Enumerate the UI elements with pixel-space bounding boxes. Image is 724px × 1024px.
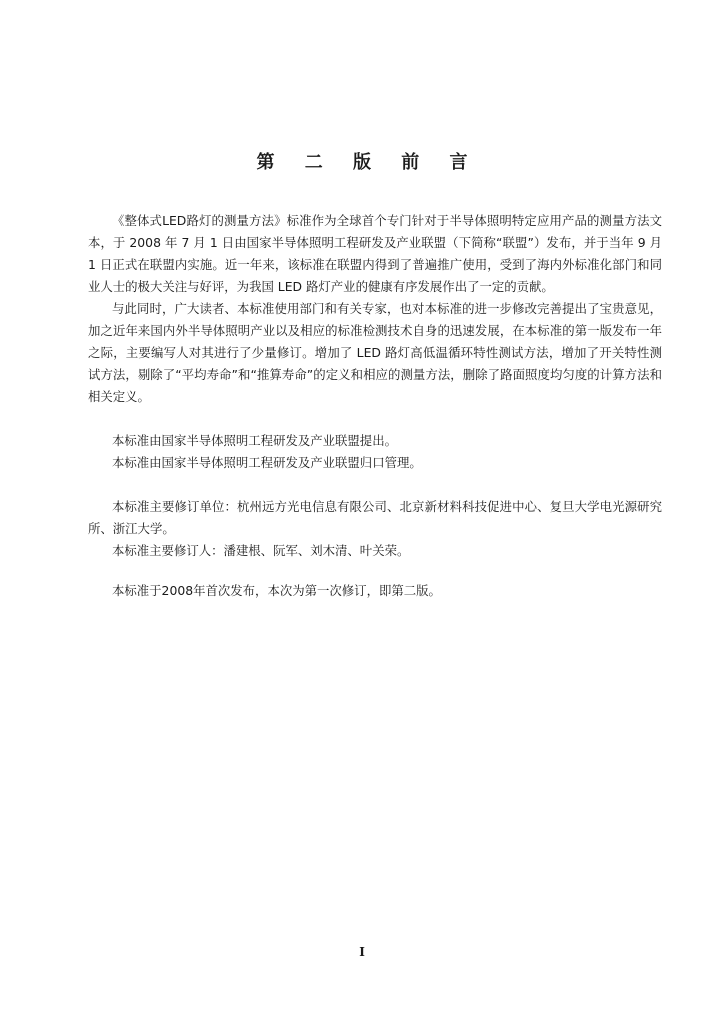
page-number: I (359, 945, 365, 959)
paragraph-management: 本标准由国家半导体照明工程研发及产业联盟归口管理。 (112, 455, 422, 470)
paragraph-revisers: 本标准主要修订人：潘建根、阮军、刘木清、叶关荣。 (112, 543, 410, 558)
paragraph-gap (88, 562, 662, 580)
paragraph-edition: 本标准于2008年首次发布，本次为第一次修订，即第二版。 (112, 583, 441, 598)
paragraph-intro: 《整体式LED路灯的测量方法》标准作为全球首个专门针对于半导体照明特定应用产品的测量方法文本，于 2008 年 7 月 1 日由国家半导体照明工程研发及产业联盟（下简称“联盟”）发布，并于当年 9 月 1 日正式在联盟内实施。近一年来，该标准在联盟内得到了普遍推广使用，受到了海内外标准化部门和同业人士的极大关注与好评，为我国 LED 路灯产业的健康有序发展作出了一定的贡献。 (88, 213, 662, 294)
paragraph-gap (88, 408, 662, 430)
paragraph-proposer: 本标准由国家半导体照明工程研发及产业联盟提出。 (112, 433, 397, 448)
body-text (88, 210, 662, 602)
paragraph-gap (88, 474, 662, 496)
page-title: 第 二 版 前 言 (256, 152, 480, 173)
paragraph-revising-units: 本标准主要修订单位：杭州远方光电信息有限公司、北京新材料科技促进中心、复旦大学电光源研究所、浙江大学。 (88, 499, 662, 536)
paragraph-revision: 与此同时，广大读者、本标准使用部门和有关专家，也对本标准的进一步修改完善提出了宝贵意见，加之近年来国内外半导体照明产业以及相应的标准检测技术自身的迅速发展，在本标准的第一版发布一年之际，主要编写人对其进行了少量修订。增加了 LED 路灯高低温循环特性测试方法，增加了开关特性测试方法，剔除了“平均寿命”和“推算寿命”的定义和相应的测量方法，删除了路面照度均匀度的计算方法和相关定义。 (88, 301, 662, 404)
